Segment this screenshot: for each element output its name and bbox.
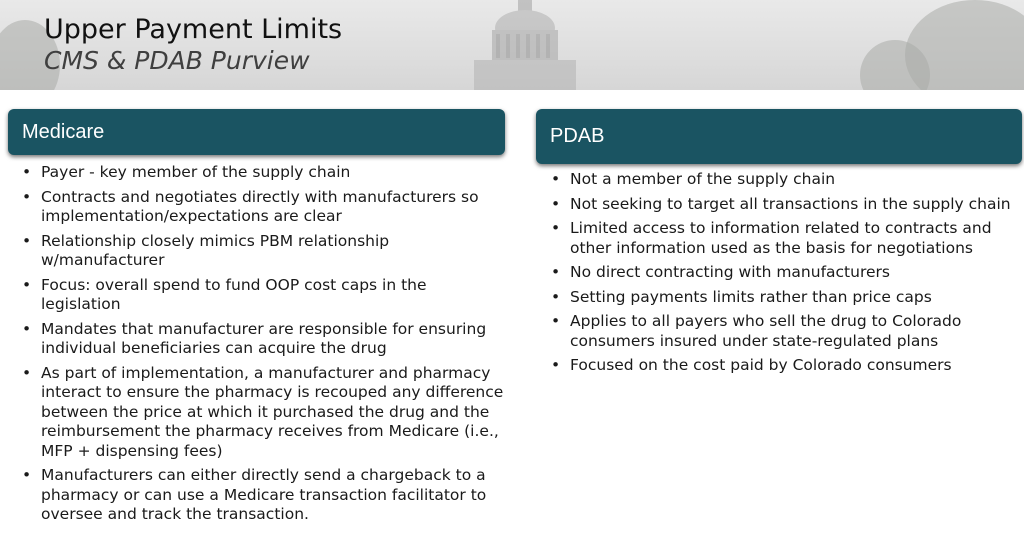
pdab-header-label: PDAB (550, 125, 605, 147)
bullet-text: Not seeking to target all transactions in the supply chain (570, 194, 1011, 213)
bullet-icon: • (551, 312, 561, 330)
bullet-text: No direct contracting with manufacturers (570, 263, 890, 281)
bullet-icon: • (551, 170, 561, 188)
bullet-icon: • (22, 163, 32, 181)
list-item (20, 276, 510, 315)
bullet-text: As part of implementation, a manufacturer and pharmacy interact to ensure the pharmacy is recouped any difference between the price at which it purchased the drug and the reimbursement the pharmacy receives from Medicare (i.e., MFP + dispensing fees) (41, 363, 504, 460)
list-item (549, 288, 1019, 308)
list-item (549, 356, 1019, 376)
slide-title: Upper Payment Limits (44, 14, 343, 45)
bullet-text: Not a member of the supply chain (570, 170, 836, 188)
list-item (20, 320, 510, 359)
bullet-text: Payer - key member of the supply chain (41, 163, 351, 181)
medicare-header-label: Medicare (22, 120, 105, 143)
bullet-icon: • (22, 187, 32, 206)
bullet-text: Applies to all payers who sell the drug to Colorado consumers insured under state-regulated plans (570, 312, 962, 350)
bullet-icon: • (551, 287, 561, 306)
bullet-text: Contracts and negotiates directly with manufacturers so implementation/expectations are clear (41, 187, 479, 225)
pdab-header (536, 109, 1022, 164)
bullet-icon: • (22, 231, 32, 250)
bullet-icon: • (22, 319, 32, 338)
list-item (20, 466, 510, 525)
bullet-text: Manufacturers can either directly send a chargeback to a pharmacy or can use a Medicare transaction facilitator to oversee and track the transaction. (41, 466, 487, 523)
list-item (20, 364, 510, 462)
list-item (549, 195, 1019, 215)
bullet-text: Mandates that manufacturer are responsible for ensuring individual beneficiaries can acquire the drug (41, 319, 487, 357)
capitol-building-image (470, 0, 580, 90)
pdab-bullet-list (549, 170, 1019, 381)
bullet-icon: • (22, 275, 32, 294)
bullet-text: Setting payments limits rather than price caps (570, 287, 932, 306)
bullet-icon: • (22, 466, 32, 484)
list-item (20, 163, 510, 183)
bullet-icon: • (551, 219, 561, 237)
bullet-text: Relationship closely mimics PBM relationship w/manufacturer (41, 231, 390, 269)
list-item (549, 263, 1019, 283)
list-item (549, 219, 1019, 258)
medicare-bullet-list (20, 163, 510, 530)
list-item (549, 170, 1019, 190)
slide-subtitle: CMS & PDAB Purview (44, 46, 310, 75)
bullet-icon: • (551, 194, 561, 213)
bullet-icon: • (551, 263, 561, 281)
title-banner (0, 0, 1024, 90)
bullet-icon: • (551, 356, 561, 374)
list-item (549, 312, 1019, 351)
bullet-icon: • (22, 363, 32, 382)
medicare-header (8, 109, 505, 155)
bullet-text: Limited access to information related to contracts and other information used as the basis for negotiations (570, 219, 992, 257)
bullet-text: Focused on the cost paid by Colorado consumers (570, 356, 952, 374)
list-item (20, 232, 510, 271)
bullet-text: Focus: overall spend to fund OOP cost caps in the legislation (41, 275, 427, 313)
list-item (20, 188, 510, 227)
